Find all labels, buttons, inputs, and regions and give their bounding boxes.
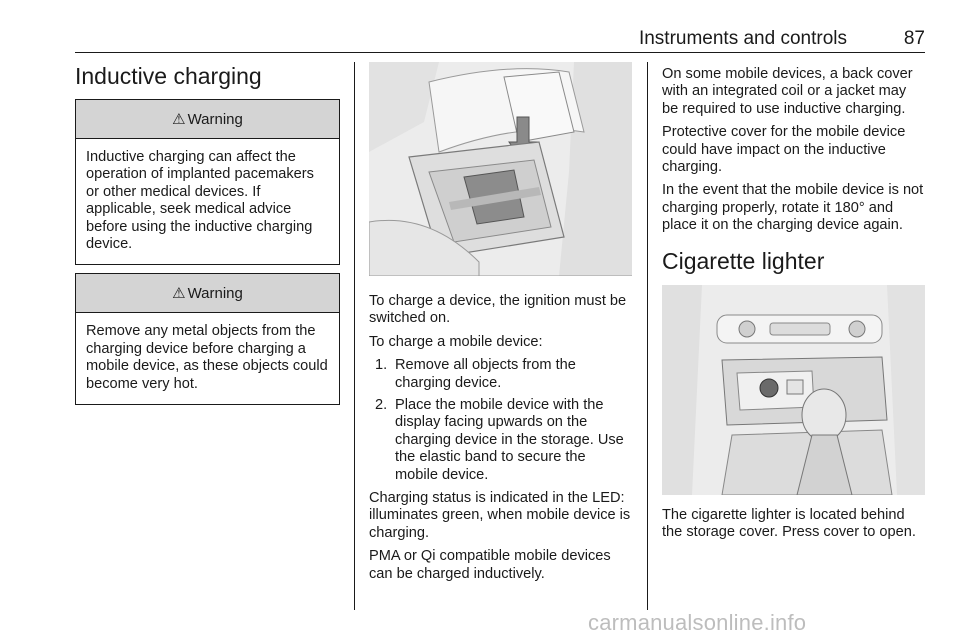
watermark: carmanualsonline.info: [588, 610, 807, 635]
warning-text: Inductive charging can affect the operation of implanted pacemakers or other medical devices. If applicable, seek medical advice before using the inductive charging device.: [86, 149, 314, 253]
column-divider: [647, 62, 648, 610]
column-left: [75, 62, 340, 413]
paragraph: In the event that the mobile device is not charging properly, rotate it 180° and place it on the charging device again.: [662, 182, 924, 234]
heading-inductive-charging: Inductive charging: [75, 63, 262, 89]
warning-box: [75, 99, 340, 265]
inductive-charging-illustration: [369, 62, 632, 276]
column-divider: [354, 62, 355, 610]
paragraph: On some mobile devices, a back cover with an integrated coil or a jacket may be required to use inductive charging.: [662, 66, 913, 117]
step-text: Place the mobile device with the display facing upwards on the charging device in the storage. Use the elastic band to secure the mobile device.: [395, 397, 624, 483]
list-item: [369, 397, 632, 484]
warning-header: [76, 274, 339, 313]
paragraph: To charge a mobile device:: [369, 333, 543, 350]
warning-text: Remove any metal objects from the charging device before charging a mobile device, as these objects could become very hot.: [86, 323, 328, 392]
warning-label: Warning: [187, 110, 243, 128]
warning-triangle-icon: ⚠: [172, 285, 186, 303]
step-number: 2.: [375, 397, 388, 414]
list-item: [369, 357, 632, 392]
paragraph: Protective cover for the mobile device could have impact on the inductive charging.: [662, 124, 906, 176]
warning-label: Warning: [187, 284, 243, 302]
step-text: Remove all objects from the charging device.: [395, 357, 576, 391]
paragraph: PMA or Qi compatible mobile devices can be charged inductively.: [369, 548, 611, 582]
step-number: 1.: [375, 357, 388, 374]
section-title: Instruments and controls: [638, 28, 847, 49]
step-list: [369, 357, 632, 484]
column-right: [662, 62, 925, 547]
page-header: [75, 26, 925, 53]
warning-box: [75, 273, 340, 405]
cigarette-lighter-illustration: [662, 285, 925, 495]
paragraph: Charging status is indicated in the LED: illuminates green, when mobile device is charging.: [369, 490, 631, 541]
heading-cigarette-lighter: Cigarette lighter: [662, 247, 825, 274]
page-number: 87: [903, 28, 925, 49]
warning-triangle-icon: ⚠: [172, 111, 186, 128]
warning-header: [76, 100, 339, 139]
paragraph: The cigarette lighter is located behind the storage cover. Press cover to open.: [662, 506, 916, 541]
column-middle: [369, 62, 632, 589]
paragraph: To charge a device, the ignition must be switched on.: [369, 293, 627, 327]
